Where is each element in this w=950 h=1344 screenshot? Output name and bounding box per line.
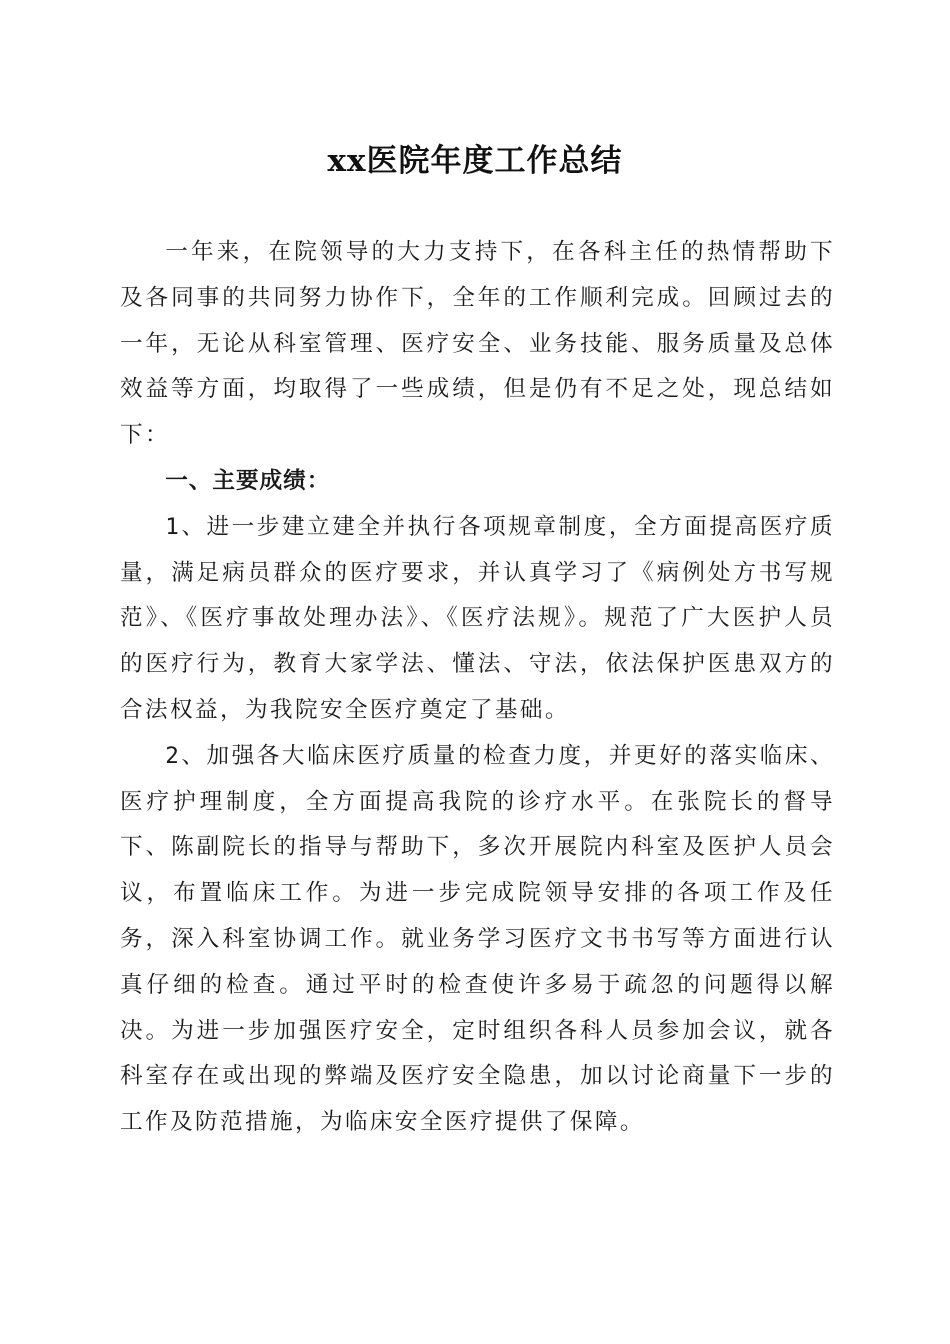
item-paragraph-1: 1、进一步建立建全并执行各项规章制度，全方面提高医疗质量，满足病员群众的医疗要求，并认真学习了《病例处方书写规范》、《医疗事故处理办法》、《医疗法规》。规范了广大医护人员的医疗行为，教育大家学法、懂法、守法，依法保护医患双方的合法权益，为我院安全医疗奠定了基础。 <box>120 513 835 723</box>
document-title: xx医院年度工作总结 <box>327 143 623 179</box>
document-body <box>120 230 835 1146</box>
item-paragraph-2: 2、加强各大临床医疗质量的检查力度，并更好的落实临床、医疗护理制度，全方面提高我院的诊疗水平。在张院长的督导下、陈副院长的指导与帮助下，多次开展院内科室及医护人员会议，布置临床工作。为进一步完成院领导安排的各项工作及任务，深入科室协调工作。就业务学习医疗文书书写等方面进行认真仔细的检查。通过平时的检查使许多易于疏忽的问题得以解决。为进一步加强医疗安全，定时组织各科人员参加会议，就各科室存在或出现的弊端及医疗安全隐患，加以讨论商量下一步的工作及防范措施，为临床安全医疗提供了保障。 <box>120 742 835 1136</box>
intro-paragraph: 一年来，在院领导的大力支持下，在各科主任的热情帮助下及各同事的共同努力协作下，全年的工作顺利完成。回顾过去的一年，无论从科室管理、医疗安全、业务技能、服务质量及总体效益等方面，均取得了一些成绩，但是仍有不足之处，现总结如下： <box>120 239 835 449</box>
section-heading-main-achievements: 一、主要成绩： <box>165 467 331 494</box>
